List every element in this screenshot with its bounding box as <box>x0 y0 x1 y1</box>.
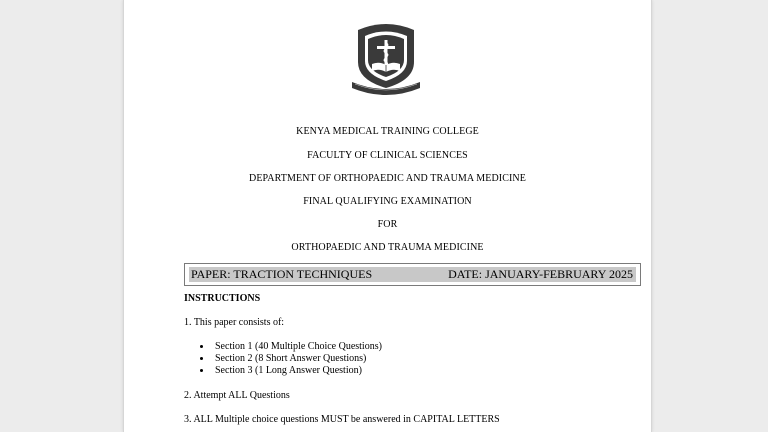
section-item: Section 1 (40 Multiple Choice Questions) <box>215 341 382 352</box>
header-for: FOR <box>377 219 398 230</box>
section-item: Section 2 (8 Short Answer Questions) <box>215 353 367 364</box>
document-page <box>123 0 652 432</box>
bullet-icon <box>200 369 203 372</box>
college-crest-logo <box>350 16 422 96</box>
header-exam-type: FINAL QUALIFYING EXAMINATION <box>303 196 472 207</box>
paper-info-box <box>184 263 641 286</box>
instructions-heading: INSTRUCTIONS <box>184 293 261 304</box>
section-item: Section 3 (1 Long Answer Question) <box>215 365 362 376</box>
bullet-icon <box>200 357 203 360</box>
header-faculty: FACULTY OF CLINICAL SCIENCES <box>307 150 468 161</box>
instruction-item: 1. This paper consists of: <box>184 317 285 328</box>
paper-date: DATE: JANUARY-FEBRUARY 2025 <box>448 267 633 281</box>
header-college-name: KENYA MEDICAL TRAINING COLLEGE <box>296 126 479 137</box>
bullet-icon <box>200 345 203 348</box>
paper-title: PAPER: TRACTION TECHNIQUES <box>191 267 373 281</box>
header-course: ORTHOPAEDIC AND TRAUMA MEDICINE <box>291 242 484 253</box>
header-department: DEPARTMENT OF ORTHOPAEDIC AND TRAUMA MEDICINE <box>249 173 526 184</box>
instruction-item: 3. ALL Multiple choice questions MUST be answered in CAPITAL LETTERS <box>184 414 500 425</box>
instruction-item: 2. Attempt ALL Questions <box>184 390 290 401</box>
